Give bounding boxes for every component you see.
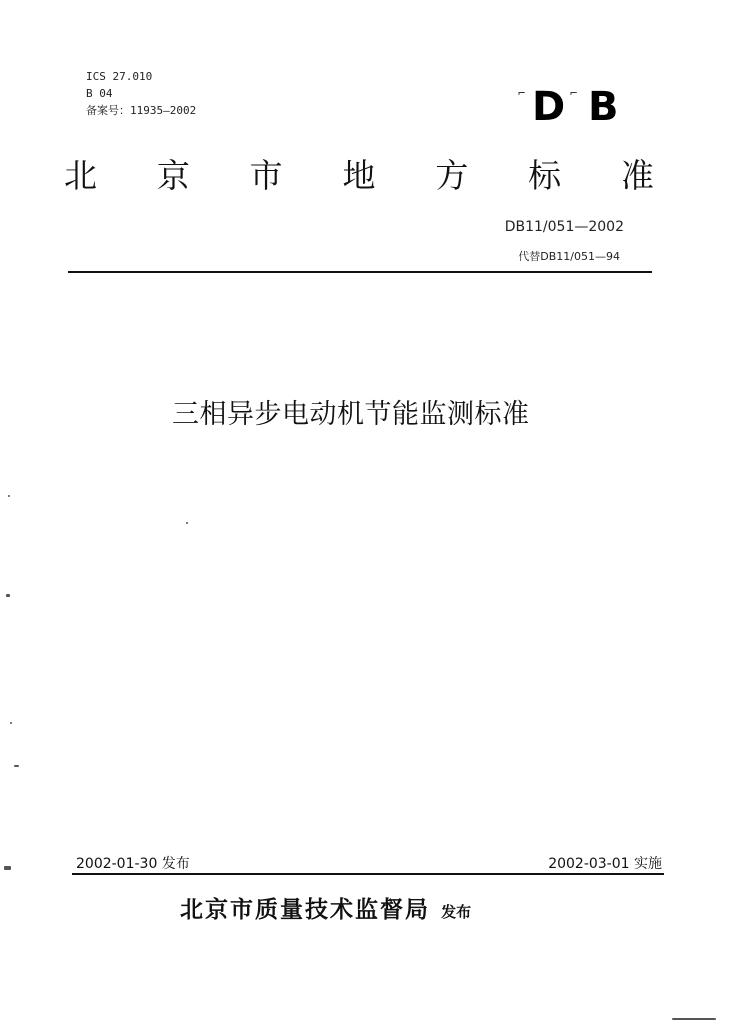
issuer-suffix: 发布 — [441, 903, 472, 921]
issue-date: 2002-01-30 发布 — [76, 856, 190, 872]
issuer-line — [180, 891, 471, 924]
ics-code: ICS 27.010 — [86, 70, 153, 83]
heading-char: 京 — [156, 156, 190, 195]
scan-speck — [6, 594, 10, 597]
heading-char: 标 — [528, 156, 562, 195]
scan-speck — [186, 522, 188, 524]
effective-date: 2002-03-01 实施 — [548, 856, 662, 872]
header-divider — [68, 271, 652, 273]
logo-bracket-mark: ⌐ — [518, 86, 526, 100]
standard-type-heading — [64, 156, 654, 196]
db-logo — [518, 86, 618, 128]
category-code: B 04 — [86, 87, 113, 100]
heading-char: 北 — [64, 156, 97, 195]
heading-char: 地 — [342, 156, 376, 195]
logo-letter-b: B — [588, 84, 619, 130]
scan-speck — [4, 866, 11, 870]
logo-bracket-mark: ⌐ — [570, 86, 578, 100]
footer-divider — [72, 873, 664, 875]
document-title: 三相异步电动机节能监测标准 — [172, 399, 530, 430]
logo-letter-d: D — [532, 84, 566, 130]
scan-speck — [14, 765, 19, 767]
heading-char: 准 — [620, 156, 654, 195]
issuer-name: 北京市质量技术监督局 — [180, 897, 430, 923]
scan-speck — [672, 1018, 716, 1020]
replaces-note: 代替DB11/051—94 — [518, 250, 620, 263]
heading-char: 市 — [249, 156, 283, 195]
metadata-block — [86, 68, 196, 119]
scan-speck — [10, 722, 12, 724]
heading-char: 方 — [435, 156, 469, 195]
record-number: 备案号：11935—2002 — [86, 104, 197, 117]
scan-speck — [8, 495, 10, 497]
standard-number: DB11/051—2002 — [504, 219, 624, 235]
